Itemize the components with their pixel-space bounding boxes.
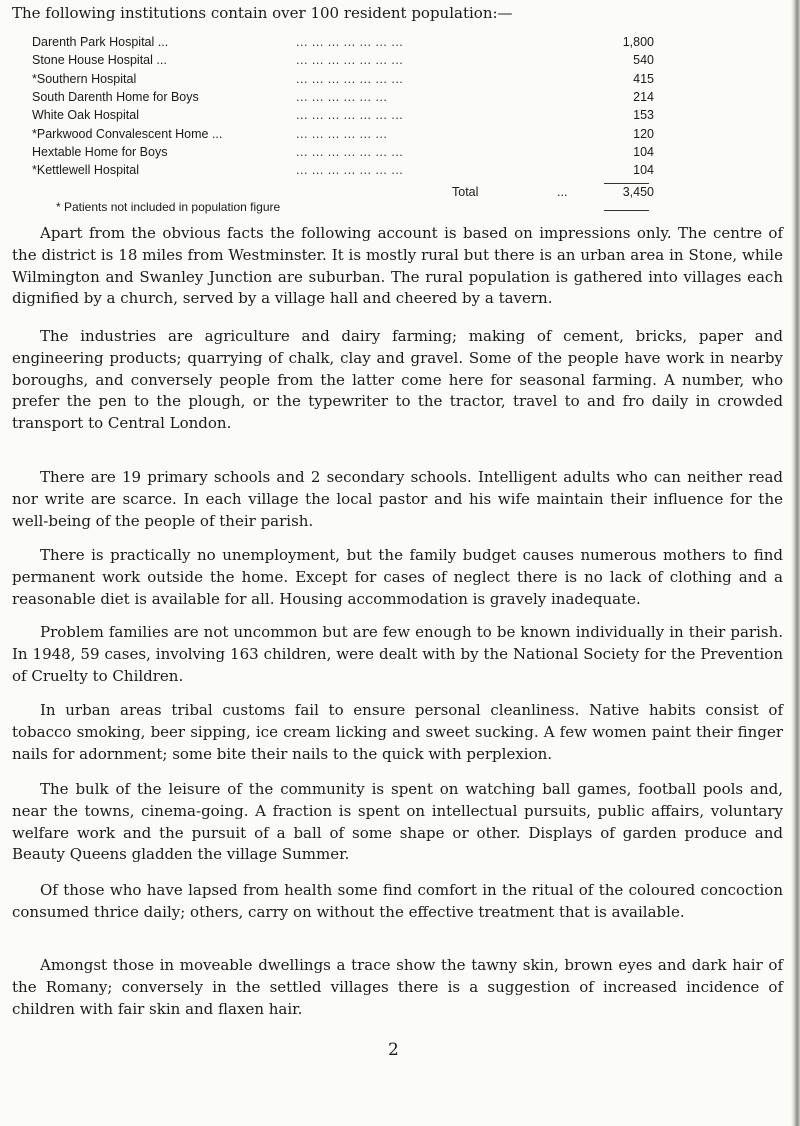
- leader-dots: ... ... ... ... ... ...: [296, 126, 388, 141]
- table-row: [32, 143, 654, 161]
- footnote: * Patients not included in population figure: [56, 200, 281, 214]
- paragraph: The bulk of the leisure of the community is spent on watching ball games, football pools and, near the towns, cinema-going. A fraction is spent on intellectual pursuits, public affairs, voluntary welfare work and the pursuit of a ball of some shape or other. Displays of garden produce and Beauty Queens gladden the village Summer.: [12, 780, 783, 864]
- paragraph: Apart from the obvious facts the following account is based on impressions only. The centre of the district is 18 miles from Westminster. It is mostly rural but there is an urban area in Stone, while Wilmington and Swanley Junction are suburban. The rural population is gathered into villages each dignified by a church, served by a village hall and cheered by a tavern.: [12, 224, 783, 308]
- paragraph: In urban areas tribal customs fail to ensure personal cleanliness. Native habits consist of tobacco smoking, beer sipping, ice cream licking and sweet sucking. A few women paint their finger nails for adornment; some bite their nails to the quick with perplexion.: [12, 701, 783, 763]
- table-row: [32, 33, 654, 51]
- intro-sentence: The following institutions contain over 100 resident population:—: [12, 4, 513, 22]
- leader-dots: ... ... ... ... ... ...: [296, 90, 388, 105]
- leader-dots: ... ... ... ... ... ... ...: [296, 144, 404, 159]
- institution-name: Hextable Home for Boys: [32, 144, 168, 159]
- institution-name: Darenth Park Hospital ...: [32, 35, 169, 50]
- leader-dots: ... ... ... ... ... ... ...: [296, 71, 404, 86]
- scanned-page-edge: [791, 0, 800, 1126]
- table-row: [32, 161, 654, 179]
- paragraph: Amongst those in moveable dwellings a trace show the tawny skin, brown eyes and dark hair of the Romany; conversely in the settled villages there is a suggestion of increased incidence of children with fair skin and flaxen hair.: [12, 956, 783, 1018]
- population-value: 540: [633, 53, 654, 68]
- total-value: 3,450: [622, 185, 654, 199]
- population-value: 120: [633, 126, 654, 141]
- total-label: Total: [452, 185, 479, 199]
- table-row: [32, 88, 654, 106]
- table-row: [32, 70, 654, 88]
- total-underline: [604, 210, 649, 211]
- leader-dots: ... ... ... ... ... ... ...: [296, 53, 404, 68]
- institution-name: *Southern Hospital: [32, 71, 137, 86]
- population-value: 104: [633, 163, 654, 178]
- leader-dots: ...: [557, 185, 568, 199]
- institutions-table: [32, 33, 654, 179]
- table-row: [32, 106, 654, 124]
- institution-name: White Oak Hospital: [32, 108, 139, 123]
- paragraph: There is practically no unemployment, but the family budget causes numerous mothers to find permanent work outside the home. Except for cases of neglect there is no lack of clothing and a reasonable diet is available for all. Housing accommodation is gravely inadequate.: [12, 546, 783, 608]
- institution-name: *Parkwood Convalescent Home ...: [32, 126, 223, 141]
- paragraph: The industries are agriculture and dairy farming; making of cement, bricks, paper and engineering products; quarrying of chalk, clay and gravel. Some of the people have work in nearby boroughs, and conversely people from the latter come here for seasonal farming. A number, who prefer the pen to the plough, or the typewriter to the tractor, travel to and fro daily in crowded transport to Central London.: [12, 327, 783, 433]
- paragraph: Problem families are not uncommon but are few enough to be known individually in their parish. In 1948, 59 cases, involving 163 children, were dealt with by the National Society for the Prevention of Cruelty to Children.: [12, 623, 783, 685]
- institution-name: South Darenth Home for Boys: [32, 90, 199, 105]
- population-value: 104: [633, 144, 654, 159]
- paragraph: There are 19 primary schools and 2 secondary schools. Intelligent adults who can neither read nor write are scarce. In each village the local pastor and his wife maintain their influence for the well-being of the people of their parish.: [12, 468, 783, 530]
- leader-dots: ... ... ... ... ... ... ...: [296, 108, 404, 123]
- population-value: 1,800: [622, 35, 654, 50]
- institution-name: Stone House Hospital ...: [32, 53, 167, 68]
- population-value: 153: [633, 108, 654, 123]
- table-row: [32, 124, 654, 142]
- institution-name: *Kettlewell Hospital: [32, 163, 139, 178]
- page-number: 2: [388, 1040, 399, 1060]
- leader-dots: ... ... ... ... ... ... ...: [296, 163, 404, 178]
- population-value: 415: [633, 71, 654, 86]
- population-value: 214: [633, 90, 654, 105]
- table-row: [32, 51, 654, 69]
- leader-dots: ... ... ... ... ... ... ...: [296, 35, 404, 50]
- paragraph: Of those who have lapsed from health some find comfort in the ritual of the coloured concoction consumed thrice daily; others, carry on without the effective treatment that is available.: [12, 881, 783, 921]
